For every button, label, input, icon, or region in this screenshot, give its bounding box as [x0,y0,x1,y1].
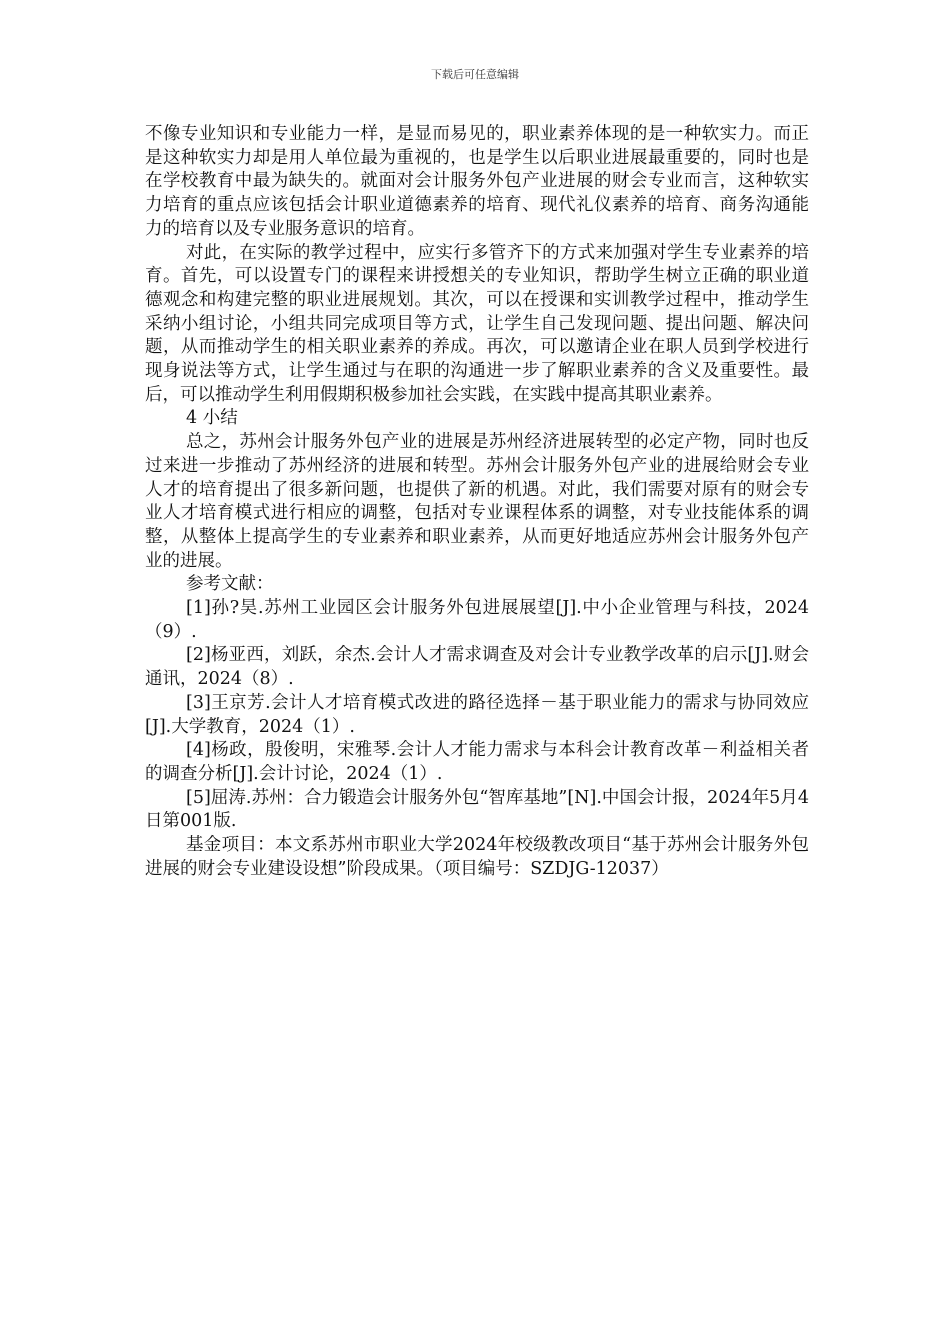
body-paragraph: 对此，在实际的教学过程中，应实行多管齐下的方式来加强对学生专业素养的培育。首先，可以设置专门的课程来讲授想关的专业知识，帮助学生树立正确的职业道德观念和构建完整的职业进展规划。其次，可以在授课和实训教学过程中，推动学生采纳小组讨论，小组共同完成项目等方式，让学生自己发现问题、提出问题、解决问题，从而推动学生的相关职业素养的养成。再次，可以邀请企业在职人员到学校进行现身说法等方式，让学生通过与在职的沟通进一步了解职业素养的含义及重要性。最后，可以推动学生利用假期积极参加社会实践，在实践中提高其职业素养。 [145,242,809,405]
reference-item: [2]杨亚西，刘跃，余杰.会计人才需求调查及对会计专业教学改革的启示[J].财会通讯，2024（8）. [145,645,809,690]
document-body [145,123,809,882]
references-list [145,597,809,834]
reference-item: [3]王京芳.会计人才培育模式改进的路径选择－基于职业能力的需求与协同效应[J].大学教育，2024（1）. [145,692,809,737]
body-paragraph: 总之，苏州会计服务外包产业的进展是苏州经济进展转型的必定产物，同时也反过来进一步推动了苏州经济的进展和转型。苏州会计服务外包产业的进展给财会专业人才的培育提出了很多新问题，也提供了新的机遇。对此，我们需要对原有的财会专业人才培育模式进行相应的调整，包括对专业课程体系的调整，对专业技能体系的调整，从整体上提高学生的专业素养和职业素养，从而更好地适应苏州会计服务外包产业的进展。 [145,432,809,571]
funding-note: 基金项目：本文系苏州市职业大学2024年校级教改项目“基于苏州会计服务外包进展的财会专业建设设想”阶段成果。（项目编号：SZDJG-12037） [145,835,809,879]
reference-item: [4]杨政，殷俊明，宋雅琴.会计人才能力需求与本科会计教育改革－利益相关者的调查分析[J].会计讨论，2024（1）. [145,740,809,784]
body-paragraph: 不像专业知识和专业能力一样，是显而易见的，职业素养体现的是一种软实力。而正是这种软实力却是用人单位最为重视的，也是学生以后职业进展最重要的，同时也是在学校教育中最为缺失的。就面对会计服务外包产业进展的财会专业而言，这种软实力培育的重点应该包括会计职业道德素养的培育、现代礼仪素养的培育、商务沟通能力的培育以及专业服务意识的培育。 [145,124,809,239]
reference-item: [5]屈涛.苏州：合力锻造会计服务外包“智库基地”[N].中国会计报，2024年5月4日第001版. [145,787,809,832]
section-heading: 4 小结 [186,408,238,429]
reference-item: [1]孙?昊.苏州工业园区会计服务外包进展展望[J].中小企业管理与科技，2024（9）. [145,598,809,642]
page-header-note: 下载后可任意编辑 [431,68,519,81]
references-heading: 参考文献： [186,574,274,595]
